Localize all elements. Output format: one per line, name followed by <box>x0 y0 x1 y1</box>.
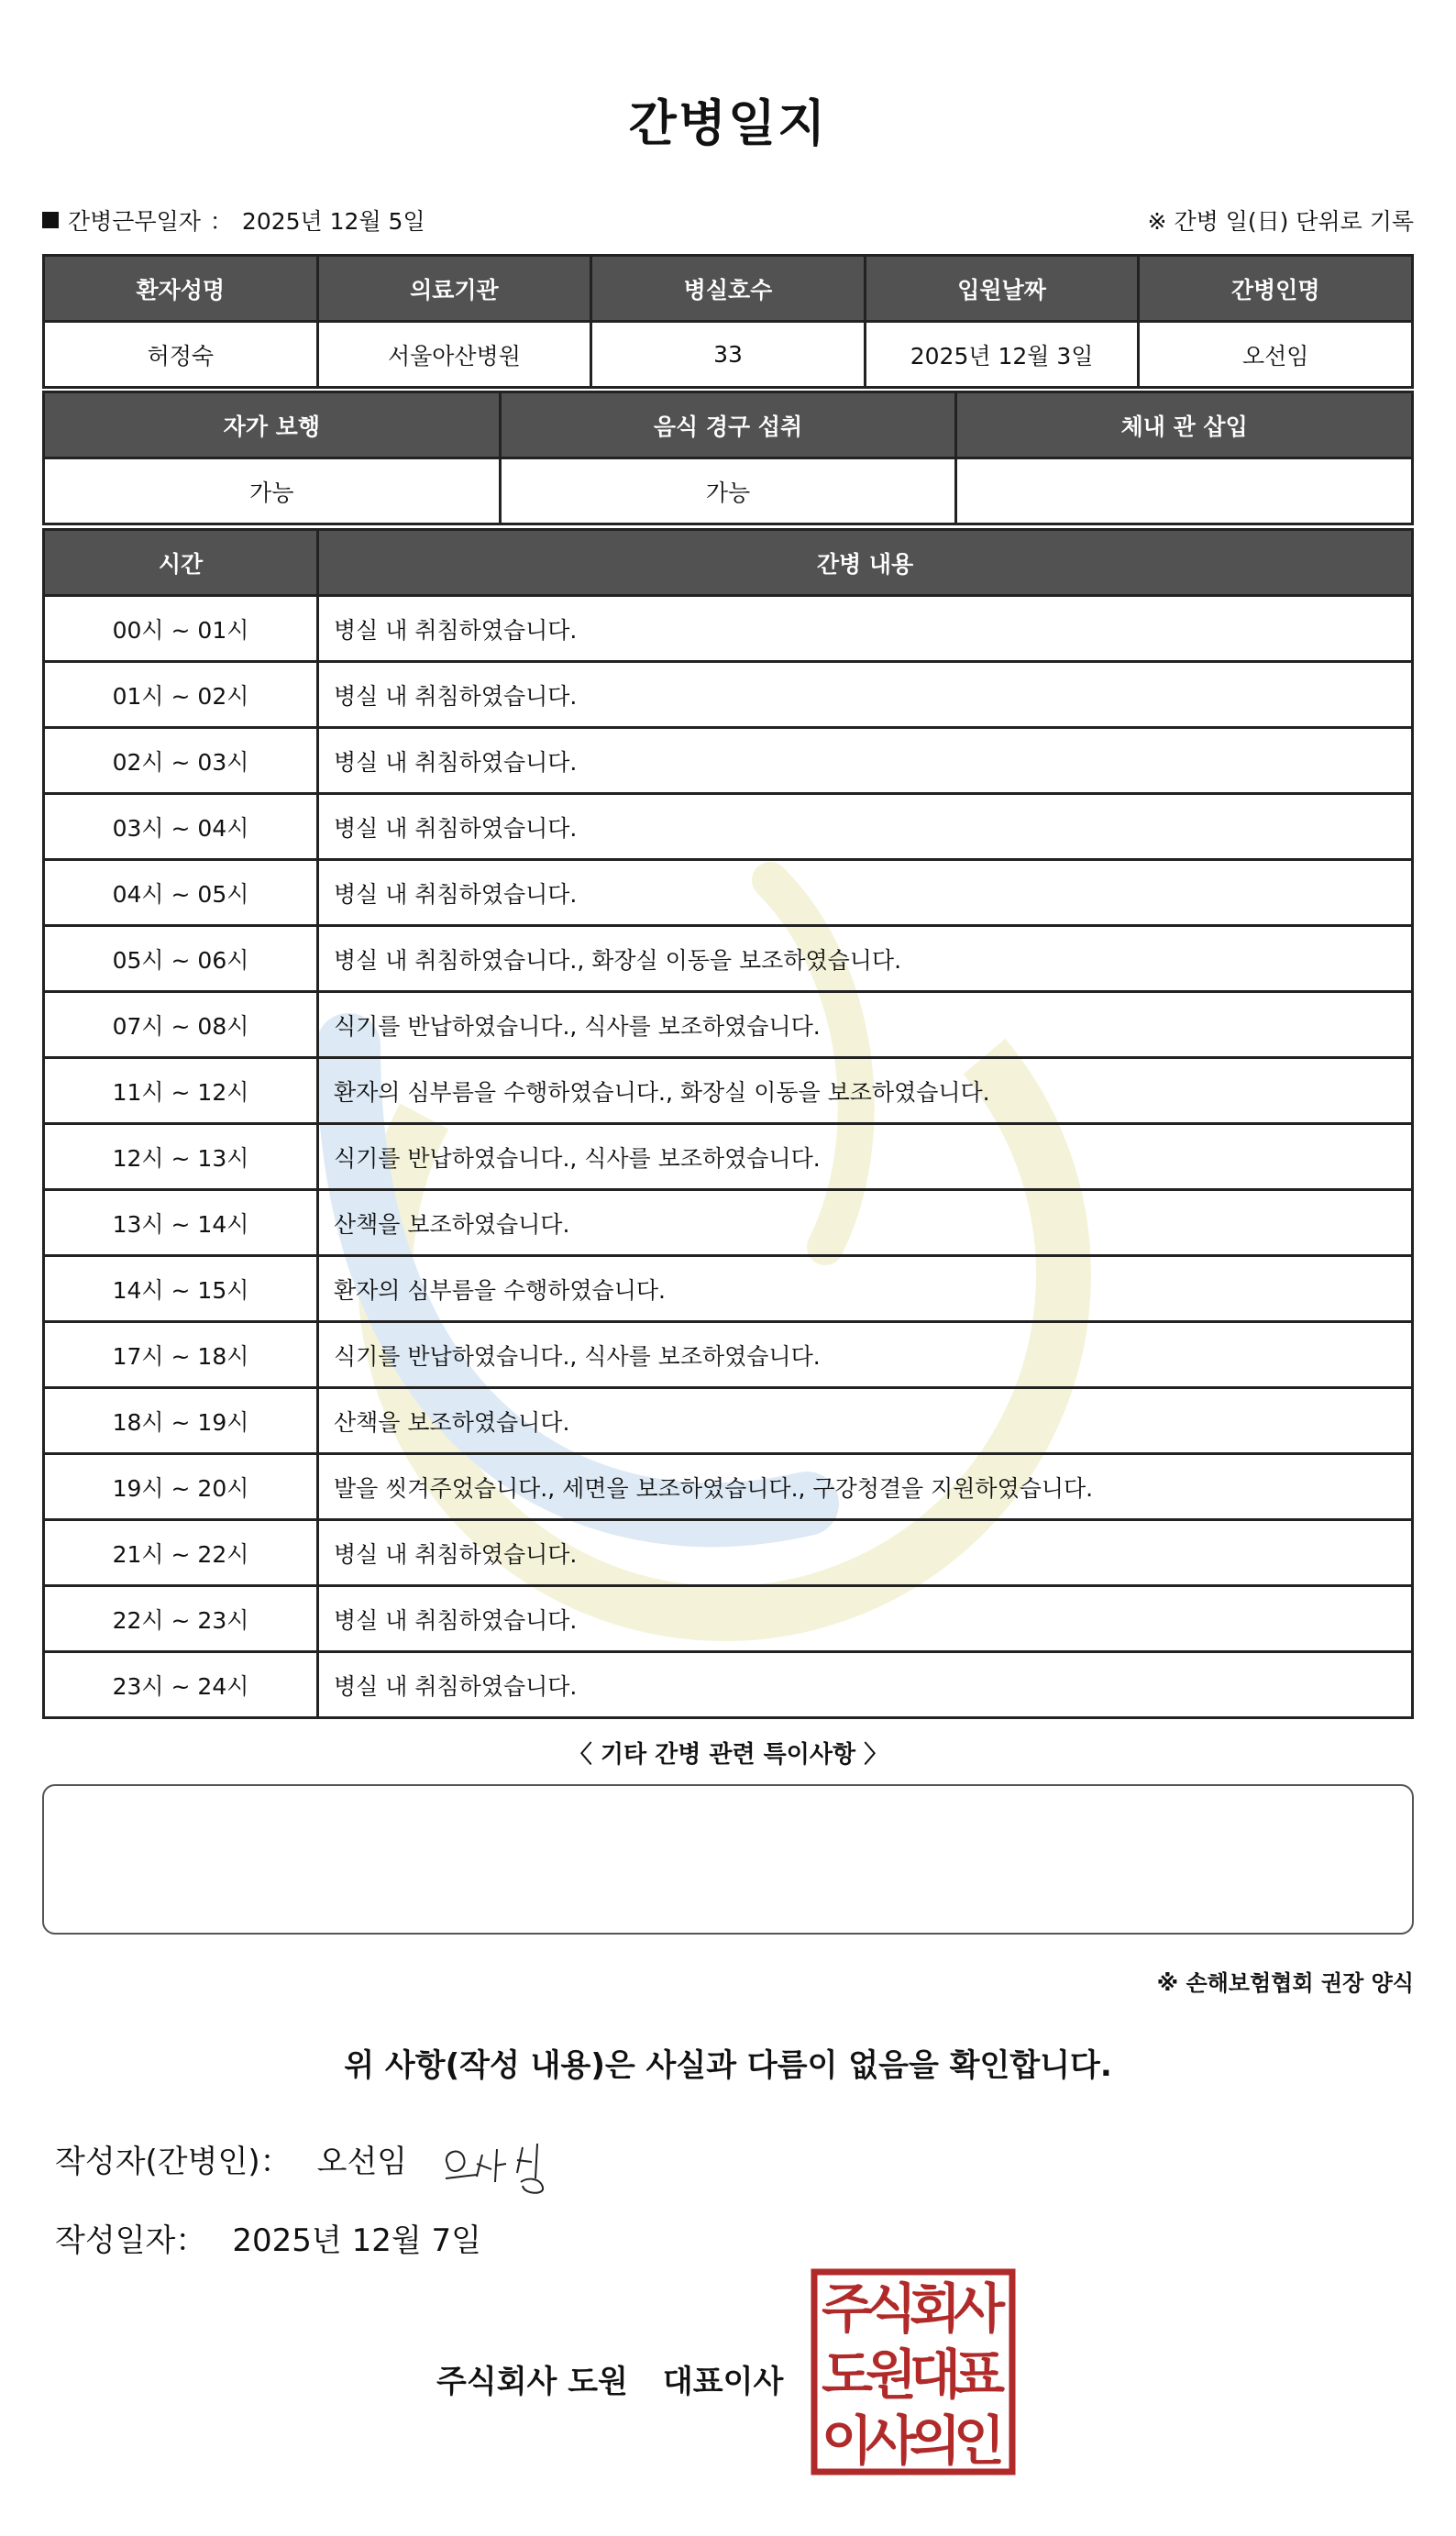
status-header-row <box>44 392 1413 458</box>
handwritten-signature <box>440 2136 578 2200</box>
header-hospital: 의료기관 <box>317 256 591 322</box>
header-caregiver-name: 간병인명 <box>1139 256 1413 322</box>
company-seal-stamp <box>811 2268 1016 2475</box>
header-oral-intake: 음식 경구 섭취 <box>500 392 956 458</box>
care-log-time: 03시 ~ 04시 <box>44 794 318 860</box>
square-bullet-icon <box>42 212 59 228</box>
care-log-row <box>44 1388 1413 1454</box>
care-log-content: 산책을 보조하였습니다. <box>318 1388 1413 1454</box>
care-log-content: 병실 내 취침하였습니다. <box>318 1586 1413 1652</box>
care-log-time: 22시 ~ 23시 <box>44 1586 318 1652</box>
care-log-row <box>44 926 1413 992</box>
svg-text:주: 주 <box>821 2277 874 2340</box>
care-log-row <box>44 1190 1413 1256</box>
care-log-time: 18시 ~ 19시 <box>44 1388 318 1454</box>
care-log-time: 13시 ~ 14시 <box>44 1190 318 1256</box>
svg-text:인: 인 <box>953 2409 1006 2472</box>
care-log-content: 발을 씻겨주었습니다., 세면을 보조하였습니다., 구강청결을 지원하였습니다. <box>318 1454 1413 1520</box>
work-date-separator: ： <box>209 208 233 235</box>
writer-label: 작성자(간병인)： <box>55 2144 292 2180</box>
work-date <box>42 204 425 237</box>
care-log-row <box>44 1652 1413 1718</box>
writer-line <box>55 2136 407 2181</box>
care-log-row <box>44 1256 1413 1322</box>
care-log-table <box>42 528 1414 1719</box>
header-patient-name: 환자성명 <box>44 256 318 322</box>
notes-box <box>42 1784 1414 1935</box>
care-log-content: 식기를 반납하였습니다., 식사를 보조하였습니다. <box>318 992 1413 1058</box>
header-tube-insertion: 체내 관 삽입 <box>956 392 1413 458</box>
care-log-row <box>44 992 1413 1058</box>
care-log-content: 병실 내 취침하였습니다., 화장실 이동을 보조하였습니다. <box>318 926 1413 992</box>
care-log-time: 21시 ~ 22시 <box>44 1520 318 1586</box>
patient-name: 허정숙 <box>44 322 318 388</box>
care-log-content: 식기를 반납하였습니다., 식사를 보조하였습니다. <box>318 1124 1413 1190</box>
patient-status-table <box>42 391 1414 525</box>
writer-name: 오선임 <box>316 2144 408 2180</box>
care-log-time: 23시 ~ 24시 <box>44 1652 318 1718</box>
oral-intake-value: 가능 <box>500 458 956 524</box>
patient-info-table <box>42 254 1414 389</box>
care-log-content: 병실 내 취침하였습니다. <box>318 860 1413 926</box>
header-time: 시간 <box>44 530 318 596</box>
patient-info-header-row <box>44 256 1413 322</box>
svg-text:원: 원 <box>865 2343 918 2406</box>
care-log-row <box>44 1586 1413 1652</box>
care-log-content: 병실 내 취침하였습니다. <box>318 728 1413 794</box>
care-log-row <box>44 1058 1413 1124</box>
care-log-row <box>44 794 1413 860</box>
company-name: 주식회사 도원 <box>436 2364 628 2400</box>
care-log-content: 병실 내 취침하였습니다. <box>318 662 1413 728</box>
care-log-row <box>44 596 1413 662</box>
care-log-time: 14시 ~ 15시 <box>44 1256 318 1322</box>
svg-text:대: 대 <box>909 2343 962 2406</box>
care-log-content: 식기를 반납하였습니다., 식사를 보조하였습니다. <box>318 1322 1413 1388</box>
room-number: 33 <box>591 322 866 388</box>
care-log-time: 12시 ~ 13시 <box>44 1124 318 1190</box>
company-role: 대표이사 <box>662 2364 784 2400</box>
confirmation-statement: 위 사항(작성 내용)은 사실과 다름이 없음을 확인합니다. <box>344 2047 1112 2084</box>
header-self-walking: 자가 보행 <box>44 392 501 458</box>
admission-date: 2025년 12월 3일 <box>865 322 1139 388</box>
care-log-row <box>44 728 1413 794</box>
care-log-content: 병실 내 취침하였습니다. <box>318 596 1413 662</box>
care-log-content: 환자의 심부름을 수행하였습니다., 화장실 이동을 보조하였습니다. <box>318 1058 1413 1124</box>
meta-row <box>42 204 1414 240</box>
svg-text:도: 도 <box>821 2343 874 2406</box>
care-log-time: 19시 ~ 20시 <box>44 1454 318 1520</box>
hospital-name: 서울아산병원 <box>317 322 591 388</box>
work-date-value: 2025년 12월 5일 <box>241 208 425 235</box>
care-log-content: 환자의 심부름을 수행하였습니다. <box>318 1256 1413 1322</box>
svg-text:회: 회 <box>909 2277 962 2340</box>
care-log-content: 병실 내 취침하였습니다. <box>318 794 1413 860</box>
svg-text:이: 이 <box>821 2409 874 2472</box>
document-title: 간병일지 <box>628 94 828 152</box>
write-date-line <box>55 2215 481 2260</box>
work-date-label: 간병근무일자 <box>68 208 201 235</box>
form-source-note: ※ 손해보험협회 권장 양식 <box>1156 1970 1414 1996</box>
care-log-row <box>44 1322 1413 1388</box>
header-room: 병실호수 <box>591 256 866 322</box>
record-unit-note: ※ 간병 일(日) 단위로 기록 <box>1147 208 1414 235</box>
caregiver-name: 오선임 <box>1139 322 1413 388</box>
header-care-content: 간병 내용 <box>318 530 1413 596</box>
self-walking-value: 가능 <box>44 458 501 524</box>
status-value-row <box>44 458 1413 524</box>
care-log-header-row <box>44 530 1413 596</box>
patient-info-value-row <box>44 322 1413 388</box>
svg-text:사: 사 <box>865 2409 918 2472</box>
care-log-time: 17시 ~ 18시 <box>44 1322 318 1388</box>
write-date-label: 작성일자： <box>55 2222 207 2259</box>
company-signature-line <box>436 2356 783 2401</box>
care-log-row <box>44 1124 1413 1190</box>
tube-insertion-value <box>956 458 1413 524</box>
care-log-content: 병실 내 취침하였습니다. <box>318 1652 1413 1718</box>
write-date-value: 2025년 12월 7일 <box>232 2222 481 2259</box>
care-log-row <box>44 1520 1413 1586</box>
care-log-content: 산책을 보조하였습니다. <box>318 1190 1413 1256</box>
care-log-time: 01시 ~ 02시 <box>44 662 318 728</box>
svg-text:식: 식 <box>865 2277 918 2340</box>
svg-text:사: 사 <box>953 2277 1006 2340</box>
care-log-content: 병실 내 취침하였습니다. <box>318 1520 1413 1586</box>
care-log-row <box>44 860 1413 926</box>
care-log-time: 07시 ~ 08시 <box>44 992 318 1058</box>
care-log-time: 11시 ~ 12시 <box>44 1058 318 1124</box>
care-log-row <box>44 662 1413 728</box>
notes-title: 〈 기타 간병 관련 특이사항 〉 <box>568 1741 888 1769</box>
svg-text:표: 표 <box>953 2343 1006 2406</box>
header-admission-date: 입원날짜 <box>865 256 1139 322</box>
care-log-row <box>44 1454 1413 1520</box>
care-log-time: 04시 ~ 05시 <box>44 860 318 926</box>
svg-text:의: 의 <box>909 2409 962 2472</box>
care-log-time: 02시 ~ 03시 <box>44 728 318 794</box>
care-log-body <box>44 596 1413 1718</box>
care-log-time: 05시 ~ 06시 <box>44 926 318 992</box>
care-log-time: 00시 ~ 01시 <box>44 596 318 662</box>
